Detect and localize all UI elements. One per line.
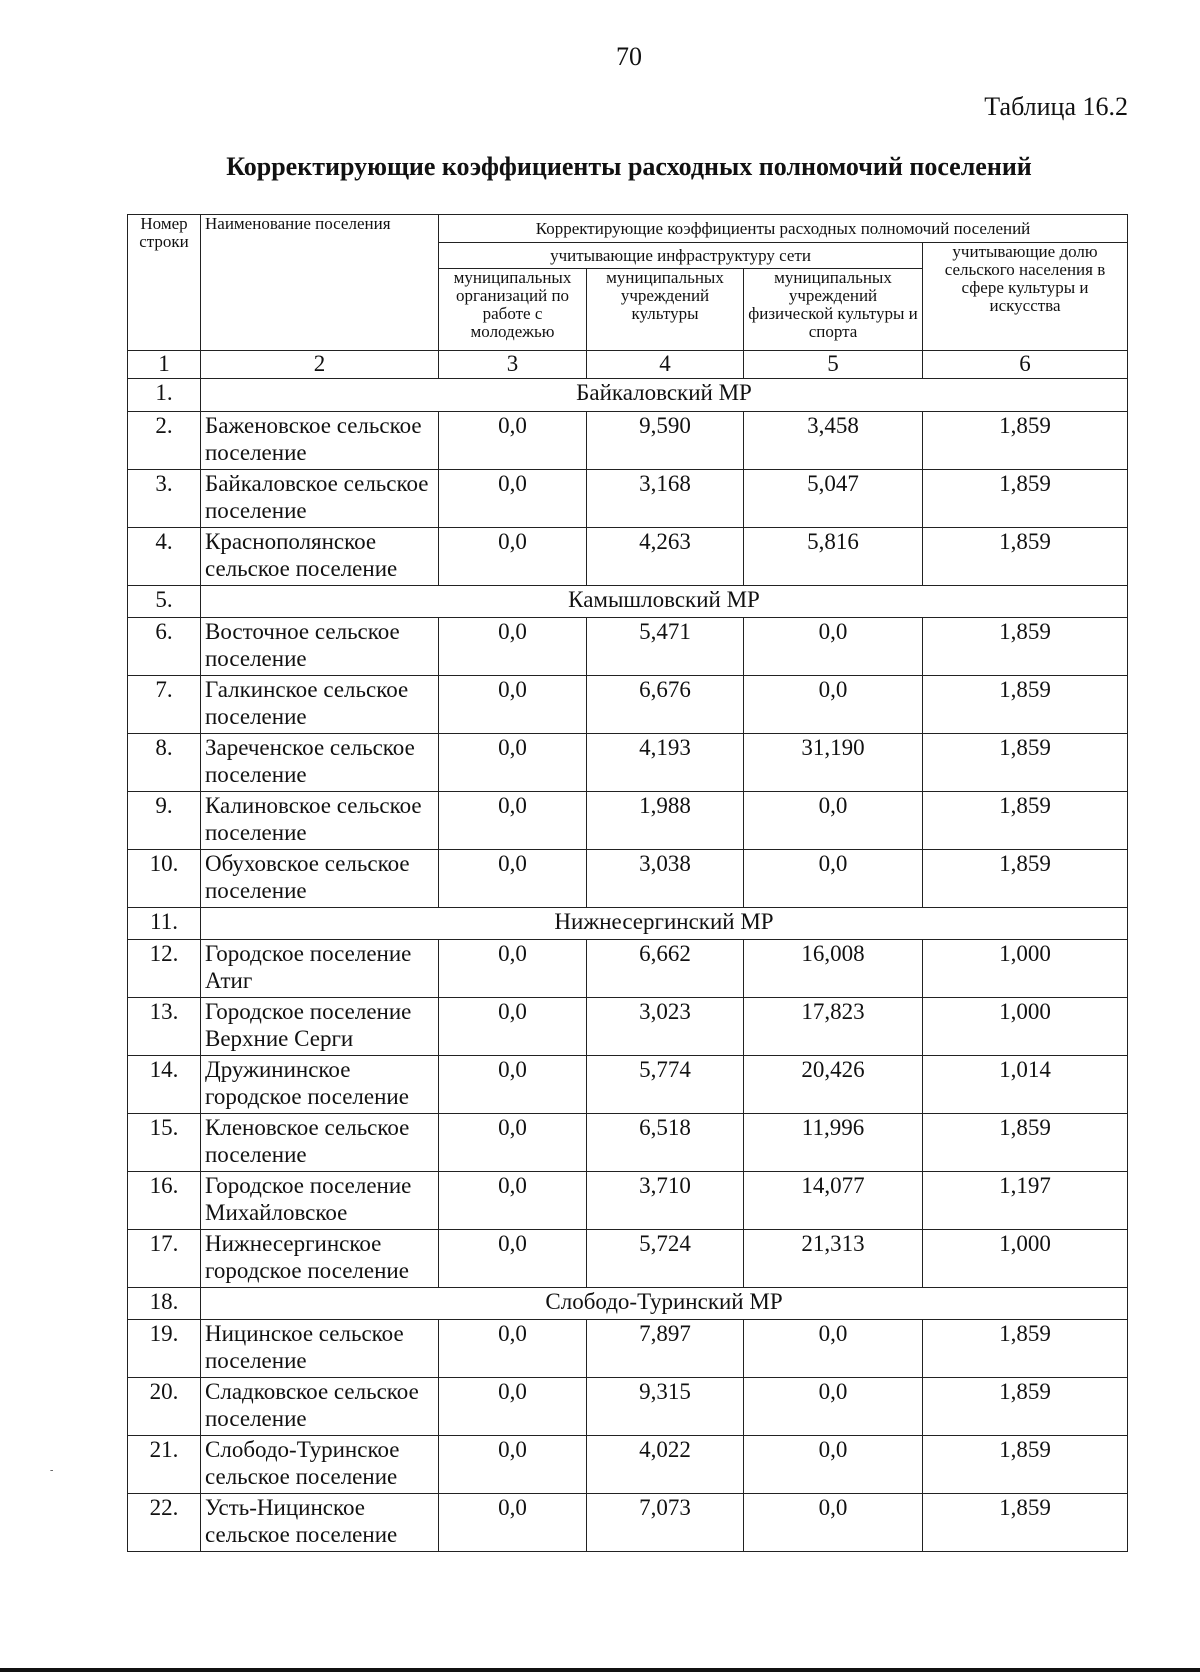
coef-rural-share: 1,859 xyxy=(923,792,1128,850)
page-number: 70 xyxy=(616,42,642,71)
coef-rural-share: 1,859 xyxy=(923,849,1128,907)
coef-youth: 0,0 xyxy=(439,1320,587,1378)
settlement-name: Калиновское сельское поселение xyxy=(201,792,439,850)
coef-culture: 6,662 xyxy=(587,940,744,998)
row-number: 5. xyxy=(128,585,201,618)
table-row xyxy=(128,1171,1128,1229)
coef-youth: 0,0 xyxy=(439,849,587,907)
coef-youth: 0,0 xyxy=(439,527,587,585)
coef-youth: 0,0 xyxy=(439,1229,587,1287)
table-row xyxy=(128,1320,1128,1378)
coef-rural-share: 1,197 xyxy=(923,1171,1128,1229)
row-number: 11. xyxy=(128,907,201,940)
settlement-name: Краснополянское сельское поселение xyxy=(201,527,439,585)
coef-youth: 0,0 xyxy=(439,998,587,1056)
coef-sport: 0,0 xyxy=(744,792,923,850)
row-number: 17. xyxy=(128,1229,201,1287)
coef-culture: 3,038 xyxy=(587,849,744,907)
header-settlement-name: Наименование поселения xyxy=(201,215,439,351)
row-number: 20. xyxy=(128,1378,201,1436)
coef-rural-share: 1,000 xyxy=(923,998,1128,1056)
coef-rural-share: 1,859 xyxy=(923,527,1128,585)
coef-sport: 20,426 xyxy=(744,1056,923,1114)
table-row xyxy=(128,1436,1128,1494)
settlement-name: Городское поселение Атиг xyxy=(201,940,439,998)
settlement-name: Городское поселение Михайловское xyxy=(201,1171,439,1229)
column-number: 2 xyxy=(201,351,439,379)
settlement-name: Сладковское сельское поселение xyxy=(201,1378,439,1436)
table-row xyxy=(128,618,1128,676)
district-name: Слободо-Туринский МР xyxy=(201,1287,1128,1320)
table-row xyxy=(128,1114,1128,1172)
table-label: Таблица 16.2 xyxy=(984,92,1128,121)
district-group-row xyxy=(128,1287,1128,1320)
coef-rural-share: 1,859 xyxy=(923,1436,1128,1494)
settlement-name: Байкаловское сельское поселение xyxy=(201,469,439,527)
coef-youth: 0,0 xyxy=(439,940,587,998)
coef-culture: 3,168 xyxy=(587,469,744,527)
coef-sport: 5,816 xyxy=(744,527,923,585)
coef-youth: 0,0 xyxy=(439,676,587,734)
table-row xyxy=(128,676,1128,734)
column-number: 3 xyxy=(439,351,587,379)
row-number: 13. xyxy=(128,998,201,1056)
header-col6: учитывающие долю сельского населения в сфере культуры и искусства xyxy=(923,243,1128,351)
coef-sport: 0,0 xyxy=(744,618,923,676)
table-body xyxy=(128,351,1128,1552)
table-row xyxy=(128,527,1128,585)
table-row xyxy=(128,1378,1128,1436)
coef-sport: 21,313 xyxy=(744,1229,923,1287)
coef-culture: 9,590 xyxy=(587,412,744,470)
row-number: 7. xyxy=(128,676,201,734)
coef-youth: 0,0 xyxy=(439,1494,587,1552)
coef-culture: 6,518 xyxy=(587,1114,744,1172)
coef-rural-share: 1,014 xyxy=(923,1056,1128,1114)
coef-sport: 14,077 xyxy=(744,1171,923,1229)
header-col3: муниципальных организаций по работе с молодежью xyxy=(439,269,587,351)
coef-culture: 7,073 xyxy=(587,1494,744,1552)
row-number: 10. xyxy=(128,849,201,907)
coef-sport: 0,0 xyxy=(744,1320,923,1378)
district-name: Нижнесергинский МР xyxy=(201,907,1128,940)
settlement-name: Баженовское сельское поселение xyxy=(201,412,439,470)
coef-youth: 0,0 xyxy=(439,1114,587,1172)
column-number: 6 xyxy=(923,351,1128,379)
row-number: 14. xyxy=(128,1056,201,1114)
table-row xyxy=(128,998,1128,1056)
table-row xyxy=(128,792,1128,850)
district-group-row xyxy=(128,585,1128,618)
settlement-name: Слободо-Туринское сельское поселение xyxy=(201,1436,439,1494)
settlement-name: Усть-Ницинское сельское поселение xyxy=(201,1494,439,1552)
coef-rural-share: 1,859 xyxy=(923,676,1128,734)
coef-sport: 31,190 xyxy=(744,734,923,792)
page-bottom-edge xyxy=(0,1668,1200,1672)
coef-sport: 5,047 xyxy=(744,469,923,527)
column-number: 5 xyxy=(744,351,923,379)
row-number: 4. xyxy=(128,527,201,585)
coef-youth: 0,0 xyxy=(439,1171,587,1229)
table-row xyxy=(128,412,1128,470)
coef-culture: 6,676 xyxy=(587,676,744,734)
table-row xyxy=(128,849,1128,907)
district-name: Байкаловский МР xyxy=(201,379,1128,412)
table-row xyxy=(128,1494,1128,1552)
coef-rural-share: 1,859 xyxy=(923,1320,1128,1378)
table-row xyxy=(128,734,1128,792)
settlement-name: Галкинское сельское поселение xyxy=(201,676,439,734)
row-number: 16. xyxy=(128,1171,201,1229)
coef-rural-share: 1,859 xyxy=(923,1114,1128,1172)
district-group-row xyxy=(128,907,1128,940)
coef-youth: 0,0 xyxy=(439,1378,587,1436)
coef-culture: 9,315 xyxy=(587,1378,744,1436)
column-number-row xyxy=(128,351,1128,379)
coef-sport: 16,008 xyxy=(744,940,923,998)
coef-youth: 0,0 xyxy=(439,734,587,792)
coef-rural-share: 1,859 xyxy=(923,1494,1128,1552)
coef-culture: 4,193 xyxy=(587,734,744,792)
row-number: 6. xyxy=(128,618,201,676)
column-number: 4 xyxy=(587,351,744,379)
row-number: 21. xyxy=(128,1436,201,1494)
coef-culture: 3,710 xyxy=(587,1171,744,1229)
table-row xyxy=(128,469,1128,527)
settlement-name: Кленовское сельское поселение xyxy=(201,1114,439,1172)
header-infrastructure-group: учитывающие инфраструктуру сети xyxy=(439,243,923,269)
coef-culture: 5,471 xyxy=(587,618,744,676)
row-number: 12. xyxy=(128,940,201,998)
coef-youth: 0,0 xyxy=(439,412,587,470)
header-coefficients-group: Корректирующие коэффициенты расходных полномочий поселений xyxy=(439,215,1128,243)
coef-culture: 7,897 xyxy=(587,1320,744,1378)
document-title: Корректирующие коэффициенты расходных полномочий поселений xyxy=(226,152,1032,181)
coef-rural-share: 1,000 xyxy=(923,1229,1128,1287)
scan-dot: - xyxy=(50,1465,54,1476)
coef-culture: 1,988 xyxy=(587,792,744,850)
coef-youth: 0,0 xyxy=(439,792,587,850)
coef-culture: 4,022 xyxy=(587,1436,744,1494)
settlement-name: Зареченское сельское поселение xyxy=(201,734,439,792)
district-group-row xyxy=(128,379,1128,412)
coef-rural-share: 1,859 xyxy=(923,618,1128,676)
settlement-name: Дружининское городское поселение xyxy=(201,1056,439,1114)
row-number: 8. xyxy=(128,734,201,792)
coef-culture: 5,724 xyxy=(587,1229,744,1287)
row-number: 22. xyxy=(128,1494,201,1552)
coef-sport: 0,0 xyxy=(744,849,923,907)
coef-culture: 3,023 xyxy=(587,998,744,1056)
settlement-name: Ницинское сельское поселение xyxy=(201,1320,439,1378)
header-col5: муниципальных учреждений физической культуры и спорта xyxy=(744,269,923,351)
row-number: 18. xyxy=(128,1287,201,1320)
row-number: 19. xyxy=(128,1320,201,1378)
coef-culture: 5,774 xyxy=(587,1056,744,1114)
settlement-name: Городское поселение Верхние Серги xyxy=(201,998,439,1056)
coef-youth: 0,0 xyxy=(439,1436,587,1494)
coef-rural-share: 1,859 xyxy=(923,469,1128,527)
coef-sport: 3,458 xyxy=(744,412,923,470)
coef-sport: 0,0 xyxy=(744,1436,923,1494)
header-row-number: Номер строки xyxy=(128,215,201,351)
settlement-name: Нижнесергинское городское поселение xyxy=(201,1229,439,1287)
coef-youth: 0,0 xyxy=(439,1056,587,1114)
settlement-name: Обуховское сельское поселение xyxy=(201,849,439,907)
coef-culture: 4,263 xyxy=(587,527,744,585)
coef-rural-share: 1,859 xyxy=(923,1378,1128,1436)
settlement-name: Восточное сельское поселение xyxy=(201,618,439,676)
coef-rural-share: 1,000 xyxy=(923,940,1128,998)
coef-sport: 0,0 xyxy=(744,1494,923,1552)
header-col4: муниципальных учреждений культуры xyxy=(587,269,744,351)
coef-sport: 11,996 xyxy=(744,1114,923,1172)
row-number: 2. xyxy=(128,412,201,470)
coef-youth: 0,0 xyxy=(439,469,587,527)
coef-sport: 0,0 xyxy=(744,676,923,734)
table-header xyxy=(128,215,1128,351)
coef-rural-share: 1,859 xyxy=(923,734,1128,792)
table-row xyxy=(128,940,1128,998)
row-number: 15. xyxy=(128,1114,201,1172)
coef-sport: 0,0 xyxy=(744,1378,923,1436)
row-number: 9. xyxy=(128,792,201,850)
district-name: Камышловский МР xyxy=(201,585,1128,618)
coef-youth: 0,0 xyxy=(439,618,587,676)
table-row xyxy=(128,1229,1128,1287)
row-number: 1. xyxy=(128,379,201,412)
coef-sport: 17,823 xyxy=(744,998,923,1056)
column-number: 1 xyxy=(128,351,201,379)
coef-rural-share: 1,859 xyxy=(923,412,1128,470)
table-row xyxy=(128,1056,1128,1114)
coefficients-table xyxy=(127,214,1128,1552)
row-number: 3. xyxy=(128,469,201,527)
